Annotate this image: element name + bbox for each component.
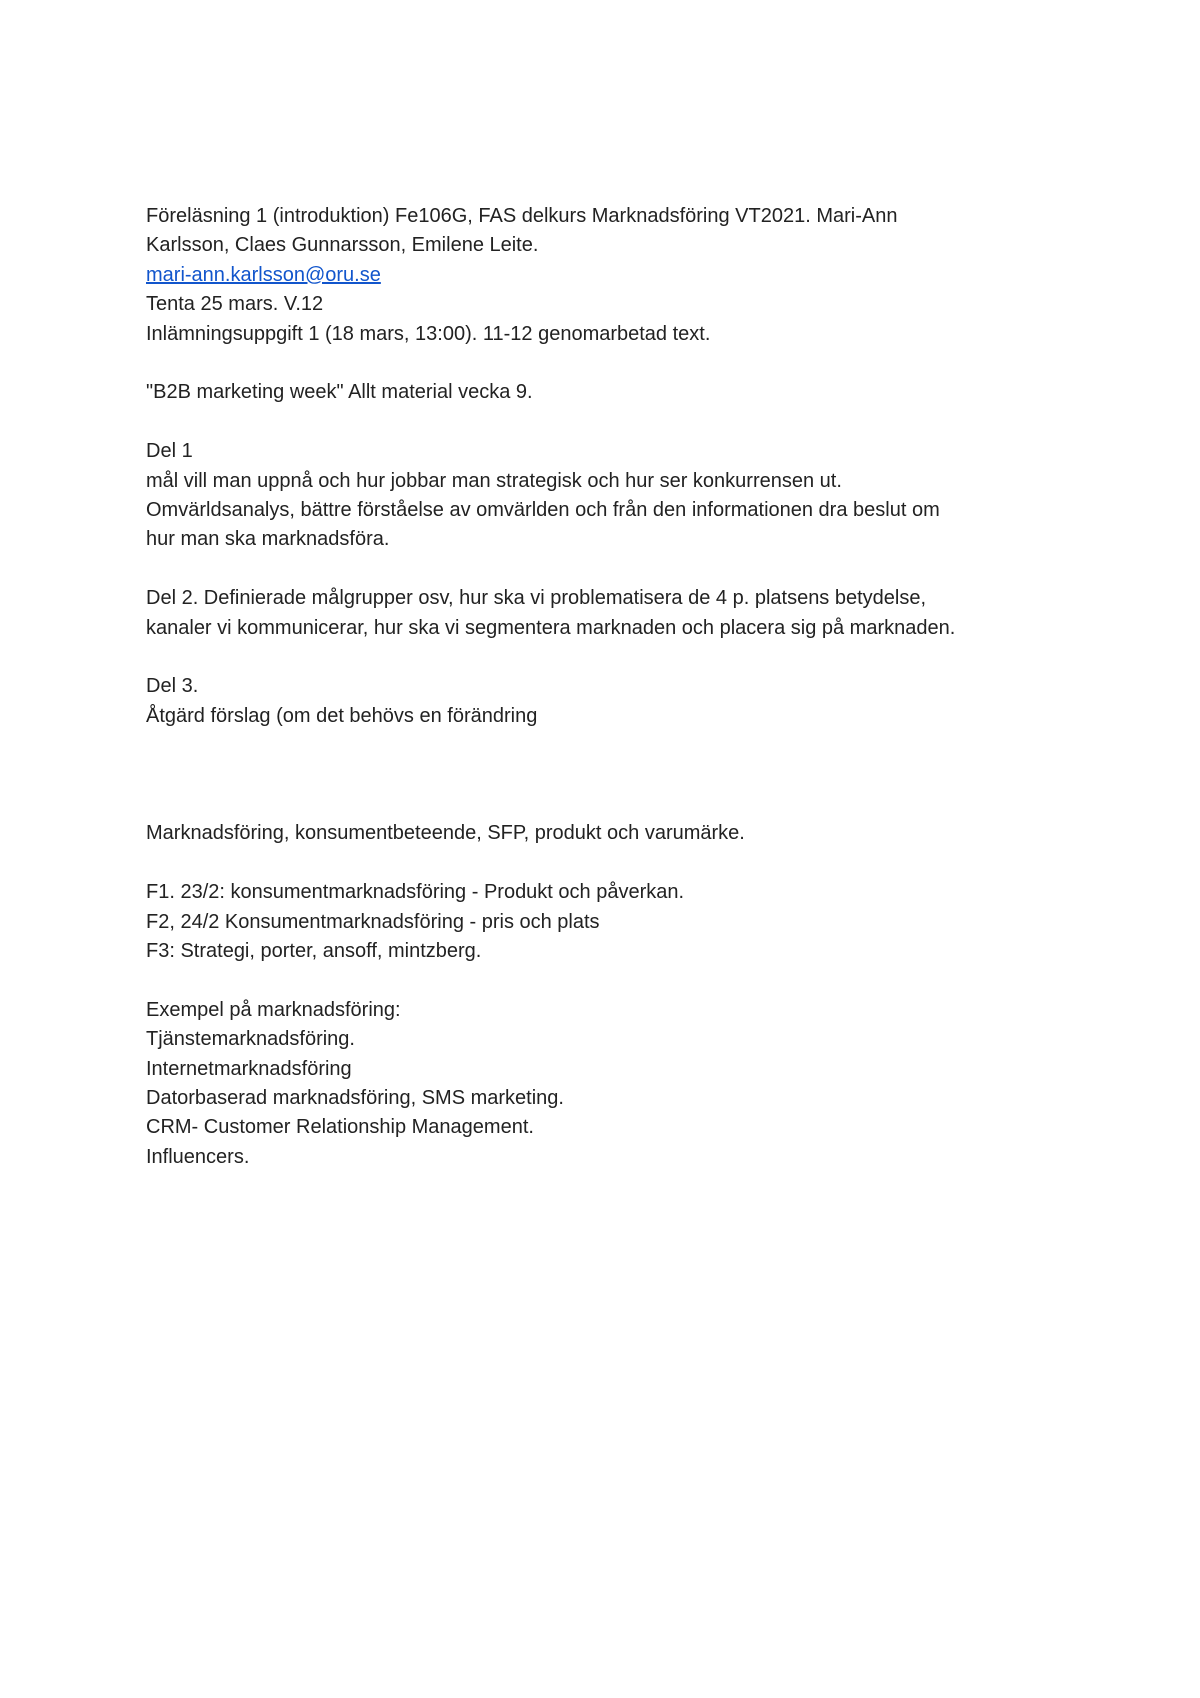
document-body <box>146 202 1066 1172</box>
spacer <box>146 555 1066 584</box>
topics-line: Marknadsföring, konsumentbeteende, SFP, produkt och varumärke. <box>146 822 745 845</box>
del3-title: Del 3. <box>146 675 199 698</box>
del1-line: hur man ska marknadsföra. <box>146 528 390 551</box>
del2-line: Del 2. Definierade målgrupper osv, hur ska vi problematisera de 4 p. platsens betydelse, <box>146 587 927 610</box>
exam-date: Tenta 25 mars. V.12 <box>146 293 324 316</box>
example-item: Datorbaserad marknadsföring, SMS marketing. <box>146 1087 564 1110</box>
del3-line: Åtgärd förslag (om det behövs en förändring <box>146 704 538 727</box>
example-item: Influencers. <box>146 1145 250 1168</box>
del1-line: Omvärldsanalys, bättre förståelse av omvärlden och från den informationen dra beslut om <box>146 499 940 522</box>
spacer <box>146 966 1066 995</box>
lecture-item: F2, 24/2 Konsumentmarknadsföring - pris och plats <box>146 910 600 933</box>
example-item: Tjänstemarknadsföring. <box>146 1028 355 1051</box>
email-line <box>146 261 1066 290</box>
assignment-info: Inlämningsuppgift 1 (18 mars, 13:00). 11-12 genomarbetad text. <box>146 322 711 345</box>
spacer <box>146 349 1066 378</box>
example-item: CRM- Customer Relationship Management. <box>146 1116 534 1139</box>
example-item: Internetmarknadsföring <box>146 1057 352 1080</box>
del1-title: Del 1 <box>146 440 193 463</box>
b2b-note: "B2B marketing week" Allt material vecka 9. <box>146 381 533 404</box>
header-line-1: Föreläsning 1 (introduktion) Fe106G, FAS delkurs Marknadsföring VT2021. Mari-Ann <box>146 205 898 227</box>
spacer <box>146 849 1066 878</box>
lecture-item: F3: Strategi, porter, ansoff, mintzberg. <box>146 940 482 963</box>
email-link[interactable]: mari-ann.karlsson@oru.se <box>146 263 381 286</box>
del2-line: kanaler vi kommunicerar, hur ska vi segmentera marknaden och placera sig på marknaden. <box>146 616 956 639</box>
spacer <box>146 731 1066 819</box>
header-line-2: Karlsson, Claes Gunnarsson, Emilene Leite. <box>146 234 539 257</box>
spacer <box>146 408 1066 437</box>
lecture-item: F1. 23/2: konsumentmarknadsföring - Produkt och påverkan. <box>146 881 685 904</box>
del1-line: mål vill man uppnå och hur jobbar man strategisk och hur ser konkurrensen ut. <box>146 469 842 492</box>
spacer <box>146 643 1066 672</box>
examples-title: Exempel på marknadsföring: <box>146 998 401 1021</box>
